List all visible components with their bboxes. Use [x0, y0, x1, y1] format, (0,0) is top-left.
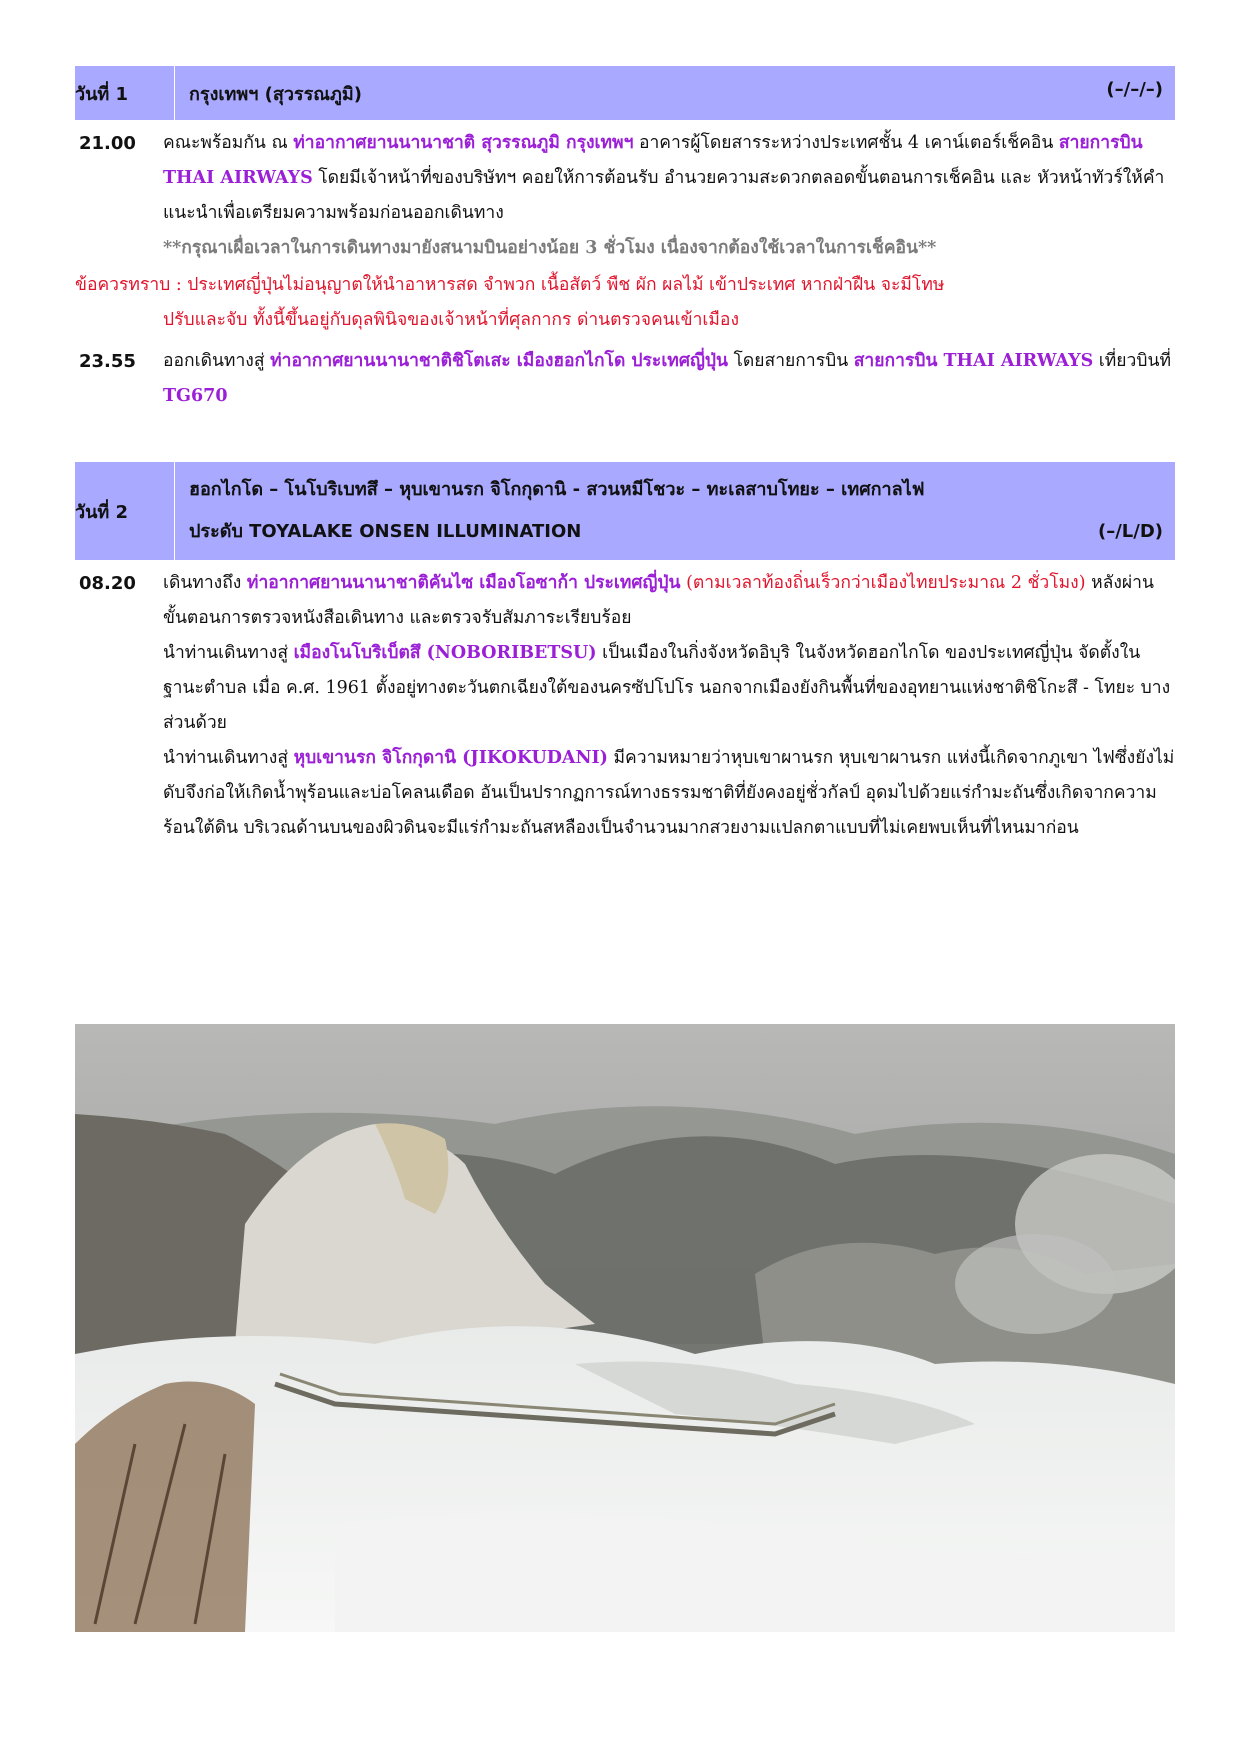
- flight-number: TG670: [163, 386, 228, 406]
- day2-entry-0820: [75, 566, 1175, 846]
- airport-name: ท่าอากาศยานนานาชาติ สุวรรณภูมิ กรุงเทพฯ: [293, 133, 634, 153]
- time-difference-note: (ตามเวลาท้องถิ่นเร็วกว่าเมืองไทยประมาณ 2 ชั่วโมง): [680, 573, 1086, 593]
- day2-header: [75, 462, 1175, 560]
- day2-title-line1: ฮอกไกโด – โนโบริเบทสึ – หุบเขานรก จิโกกุดานิ - สวนหมีโชวะ – ทะเลสาบโทยะ – เทศกาลไฟ: [189, 479, 925, 500]
- entry-text: ออกเดินทางสู่ ท่าอากาศยานนานาชาติชิโตเสะ เมืองฮอกไกโด ประเทศญี่ปุ่น โดยสายการบิน สายการบิน THAI AIRWAYS เที่ยวบินที่ TG670: [163, 351, 1171, 406]
- day1-header: [75, 66, 1175, 120]
- noboribetsu-name: เมืองโนโบริเบ็ตสึ (NOBORIBETSU): [293, 643, 597, 663]
- noboribetsu-text: นำท่านเดินทางสู่ เมืองโนโบริเบ็ตสึ (NOBORIBETSU) เป็นเมืองในกิ่งจังหวัดอิบุริ ในจังหวัดฮอกไกโด ของประเทศญี่ปุ่น จัดตั้งในฐานะตำบล เมื่อ ค.ศ. 1961 ตั้งอยู่ทางตะวันตกเฉียงใต้ของนครซัปโปโร นอกจากเมืองยังกินพื้นที่ของอุทยานแห่งชาติชิโกะสึ - โทยะ บางส่วนด้วย: [163, 643, 1171, 733]
- day1-entry-2100: [75, 126, 1175, 266]
- airport-name: ท่าอากาศยานนานาชาติชิโตเสะ เมืองฮอกไกโด ประเทศญี่ปุ่น: [270, 351, 728, 371]
- checkin-note: **กรุณาเผื่อเวลาในการเดินทางมายังสนามบินอย่างน้อย 3 ชั่วโมง เนื่องจากต้องใช้เวลาในการเช็คอิน**: [163, 238, 937, 258]
- jigokudani-name: หุบเขานรก จิโกกุดานิ (JIKOKUDANI): [293, 748, 608, 768]
- day1-title: กรุงเทพฯ (สุวรรณภูมิ): [189, 83, 362, 105]
- day1-entry-2355: [75, 344, 1175, 414]
- entry-text: คณะพร้อมกัน ณ ท่าอากาศยานนานาชาติ สุวรรณภูมิ กรุงเทพฯ อาคารผู้โดยสารระหว่างประเทศชั้น 4 เคาน์เตอร์เช็คอิน สายการบิน THAI AIRWAYS โดยมีเจ้าหน้าที่ของบริษัทฯ คอยให้การต้อนรับ อำนวยความสะดวกตลอดขั้นตอนการเช็คอิน และ หัวหน้าทัวร์ให้คำแนะนำเพื่อเตรียมความพร้อมก่อนออกเดินทาง: [163, 133, 1165, 223]
- itinerary-page: [75, 66, 1175, 846]
- airport-name: ท่าอากาศยานนานาชาติคันไซ เมืองโอซาก้า ประเทศญี่ปุ่น: [246, 573, 681, 593]
- entry-time: 08.20: [79, 573, 136, 594]
- notice: [75, 268, 1175, 338]
- notice-line1: ข้อควรทราบ : ประเทศญี่ปุ่นไม่อนุญาตให้นำอาหารสด จำพวก เนื้อสัตว์ พืช ผัก ผลไม้ เข้าประเทศ หากฝ่าฝืน จะมีโทษ: [75, 275, 945, 295]
- notice-line2: ปรับและจับ ทั้งนี้ขึ้นอยู่กับดุลพินิจของเจ้าหน้าที่ศุลกากร ด่านตรวจคนเข้าเมือง: [163, 310, 739, 330]
- jigokudani-text: นำท่านเดินทางสู่ หุบเขานรก จิโกกุดานิ (JIKOKUDANI) มีความหมายว่าหุบเขาผานรก หุบเขาผานรก แห่งนี้เกิดจากภูเขา ไฟซึ่งยังไม่ดับจึงก่อให้เกิดน้ำพุร้อนและบ่อโคลนเดือด อันเป็นปรากฏการณ์ทางธรรมชาติที่ยังคงอยู่ชั่วกัลป์ อุดมไปด้วยแร่กำมะถันซึ่งเกิดจากความร้อนใต้ดิน บริเวณด้านบนของผิวดินจะมีแร่กำมะถันสหลืองเป็นจำนวนมากสวยงามแปลกตาแบบที่ไม่เคยพบเห็นที่ไหนมาก่อน: [163, 748, 1175, 838]
- entry-text: เดินทางถึง ท่าอากาศยานนานาชาติคันไซ เมืองโอซาก้า ประเทศญี่ปุ่น (ตามเวลาท้องถิ่นเร็วกว่าเมืองไทยประมาณ 2 ชั่วโมง) หลังผ่านขั้นตอนการตรวจหนังสือเดินทาง และตรวจรับสัมภาระเรียบร้อย: [163, 573, 1154, 628]
- day2-title-line2: ประดับ TOYALAKE ONSEN ILLUMINATION: [189, 521, 582, 542]
- day1-label: วันที่ 1: [75, 66, 175, 120]
- entry-time: 21.00: [79, 133, 136, 154]
- airline-name: สายการบิน THAI AIRWAYS: [853, 351, 1094, 371]
- jigokudani-snow-photo: [75, 1024, 1175, 1632]
- entry-time: 23.55: [79, 351, 136, 372]
- day2-meals: (–/L/D): [1097, 521, 1163, 542]
- day1-meals: (–/–/–): [1106, 78, 1163, 100]
- day2-label: วันที่ 2: [75, 462, 175, 560]
- airline-name: สายการบิน THAI AIRWAYS: [163, 133, 1143, 188]
